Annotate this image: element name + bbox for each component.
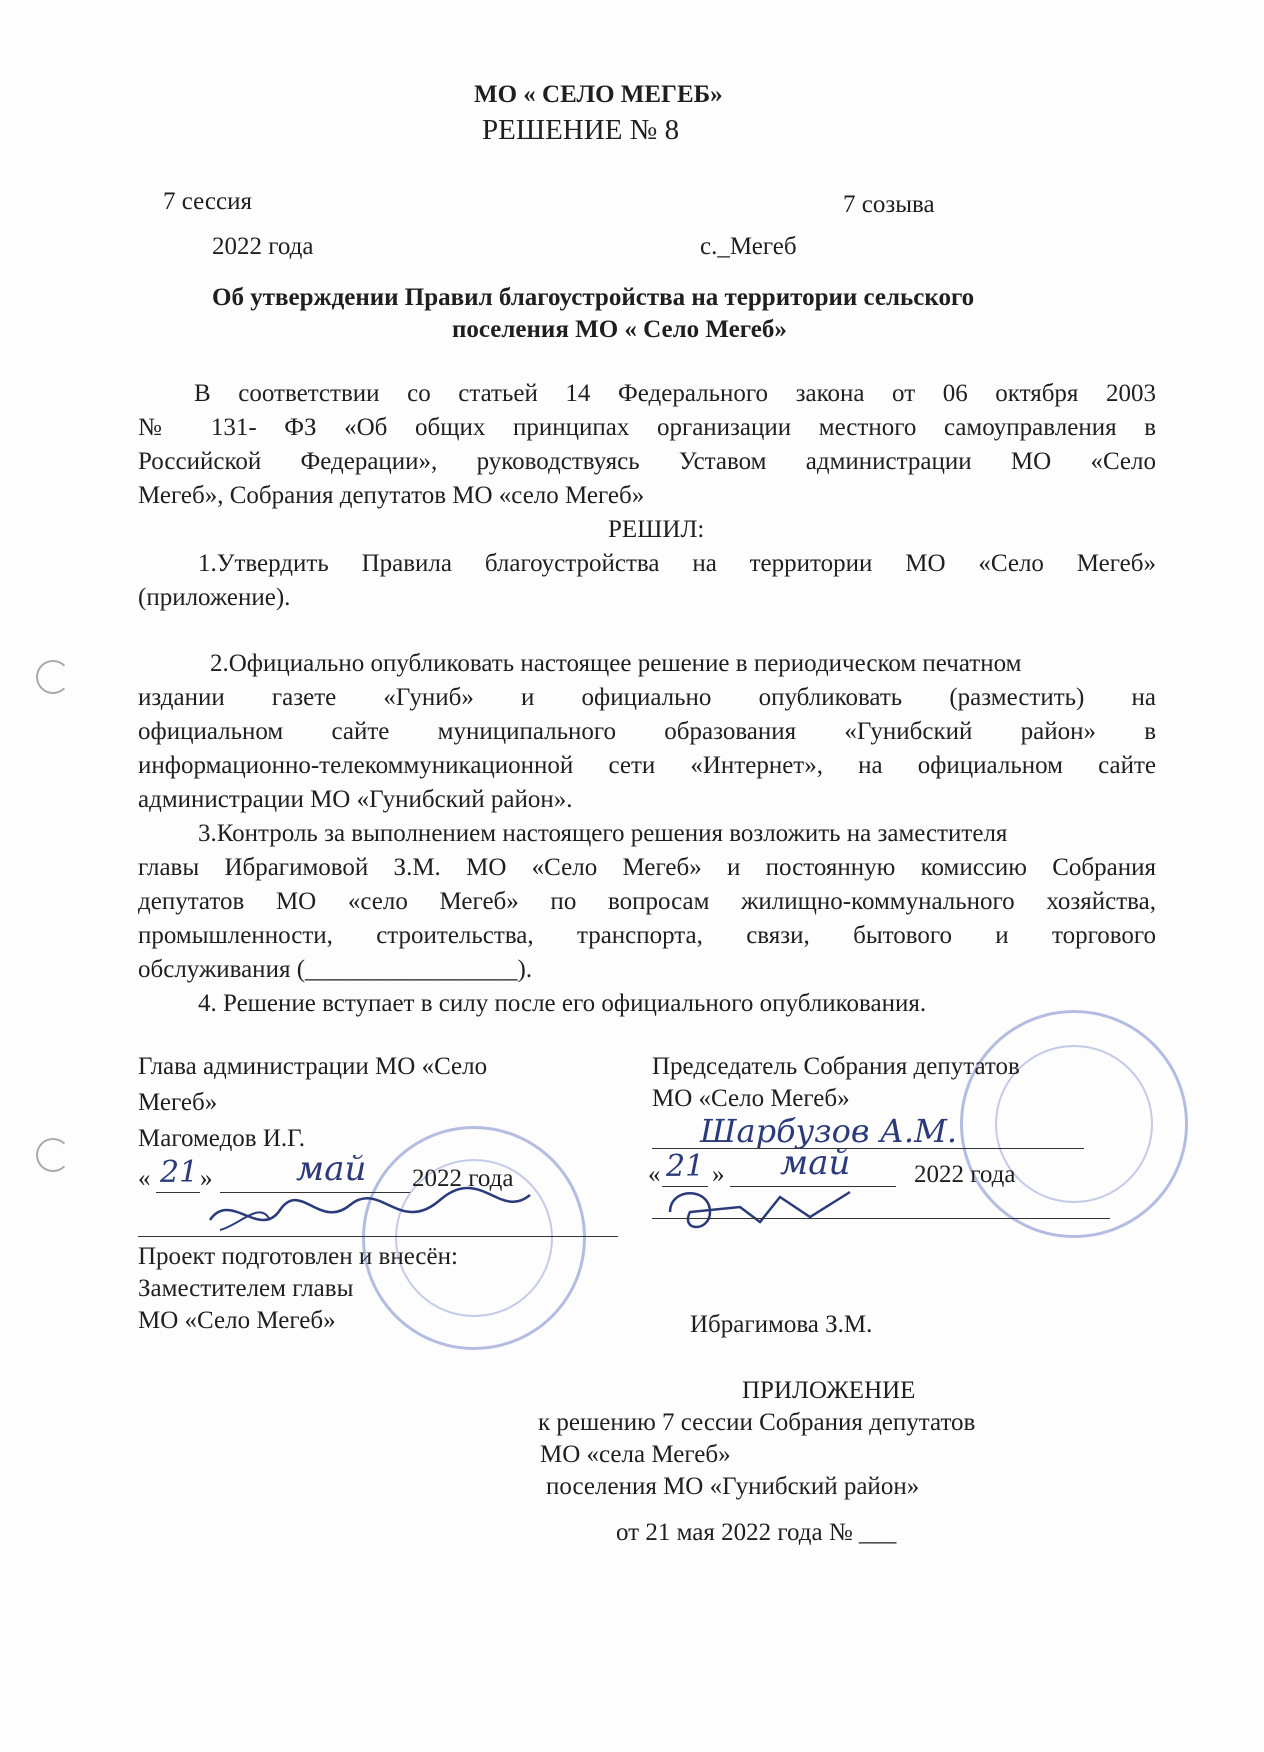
decision-number: РЕШЕНИЕ № 8	[482, 114, 680, 146]
appendix-line-3: поселения МО «Гунибский район»	[546, 1473, 920, 1500]
punch-hole-top	[36, 660, 70, 694]
left-day-underline	[156, 1192, 200, 1193]
item-2-line-5: администрации МО «Гунибский район».	[138, 786, 573, 813]
appendix-line-1: к решению 7 сессии Собрания депутатов	[538, 1409, 976, 1436]
left-date-open: «	[138, 1165, 151, 1192]
item-2-line-3: официальном сайте муниципального образования «Гунибский район» в	[138, 718, 1156, 745]
prepared-name: Ибрагимова З.М.	[690, 1311, 873, 1338]
item-2-line-2: издании газете «Гуниб» и официально опубликовать (разместить) на	[138, 684, 1156, 711]
preamble-line-1: В соответствии со статьей 14 Федерального закона от 06 октября 2003	[194, 380, 1156, 407]
item-3-line-3: депутатов МО «село Мегеб» по вопросам жилищно-коммунального хозяйства,	[138, 888, 1156, 915]
item-4: 4. Решение вступает в силу после его официального опубликования.	[198, 990, 927, 1017]
left-date-day: 21	[160, 1155, 199, 1190]
left-signature-scribble	[200, 1180, 540, 1250]
item-3-line-2: главы Ибрагимовой З.М. МО «Село Мегеб» и постоянную комиссию Собрания	[138, 854, 1156, 881]
right-signatory-title-2: МО «Село Мегеб»	[652, 1085, 850, 1112]
decided-label: РЕШИЛ:	[608, 516, 705, 543]
item-3-line-4: промышленности, строительства, транспорта, связи, бытового и торгового	[138, 922, 1156, 949]
item-3-line-1: 3.Контроль за выполнением настоящего решения возложить на заместителя	[198, 820, 1008, 847]
preamble-line-3: Российской Федерации», руководствуясь Уставом администрации МО «Село	[138, 448, 1156, 475]
prepared-line-3: МО «Село Мегеб»	[138, 1307, 336, 1334]
prepared-line-1: Проект подготовлен и внесён:	[138, 1243, 458, 1270]
right-date-open: «	[648, 1161, 661, 1188]
right-date-day: 21	[666, 1149, 705, 1184]
left-date-year: 2022 года	[412, 1165, 514, 1192]
title-line-2: поселения МО « Село Мегеб»	[452, 316, 787, 343]
appendix-line-2: МО «села Мегеб»	[540, 1441, 731, 1468]
prepared-line-2: Заместителем главы	[138, 1275, 354, 1302]
right-signature-line	[652, 1218, 1110, 1219]
right-date-year: 2022 года	[914, 1161, 1016, 1188]
session: 7 сессия	[163, 188, 252, 215]
punch-hole-bottom	[36, 1138, 70, 1172]
convocation: 7 созыва	[843, 191, 935, 218]
item-1-line-1: 1.Утвердить Правила благоустройства на территории МО «Село Мегеб»	[198, 550, 1156, 577]
right-signatory-handwritten-name: Шарбузов А.М.	[700, 1112, 958, 1150]
right-name-line	[652, 1148, 1084, 1149]
left-date-month: май	[296, 1149, 367, 1189]
left-signatory-title-1: Глава администрации МО «Село	[138, 1053, 488, 1080]
year: 2022 года	[212, 233, 314, 260]
item-3-line-5: обслуживания (_________________).	[138, 956, 533, 983]
right-date-month: май	[780, 1143, 851, 1183]
official-seal-right	[960, 1010, 1188, 1238]
item-2-line-1: 2.Официально опубликовать настоящее решение в периодическом печатном	[210, 650, 1022, 677]
left-signature-line	[138, 1236, 618, 1237]
right-signature-scribble	[660, 1182, 860, 1242]
appendix-line-4: от 21 мая 2022 года № ___	[616, 1519, 897, 1546]
left-signatory-name: Магомедов И.Г.	[138, 1125, 306, 1152]
right-date-close: »	[712, 1161, 725, 1188]
place: с._Мегеб	[700, 233, 797, 260]
right-signatory-title-1: Председатель Собрания депутатов	[652, 1053, 1020, 1080]
appendix-title: ПРИЛОЖЕНИЕ	[742, 1377, 916, 1404]
left-signatory-title-2: Мегеб»	[138, 1089, 218, 1116]
organization-name: МО « СЕЛО МЕГЕБ»	[474, 81, 723, 108]
preamble-line-4: Мегеб», Собрания депутатов МО «село Мегеб»	[138, 482, 645, 509]
title-line-1: Об утверждении Правил благоустройства на территории сельского	[212, 284, 975, 311]
preamble-line-2: № 131- ФЗ «Об общих принципах организации местного самоуправления в	[138, 414, 1156, 441]
item-1-line-2: (приложение).	[138, 584, 291, 611]
left-date-close: »	[200, 1165, 213, 1192]
item-2-line-4: информационно-телекоммуникационной сети «Интернет», на официальном сайте	[138, 752, 1156, 779]
